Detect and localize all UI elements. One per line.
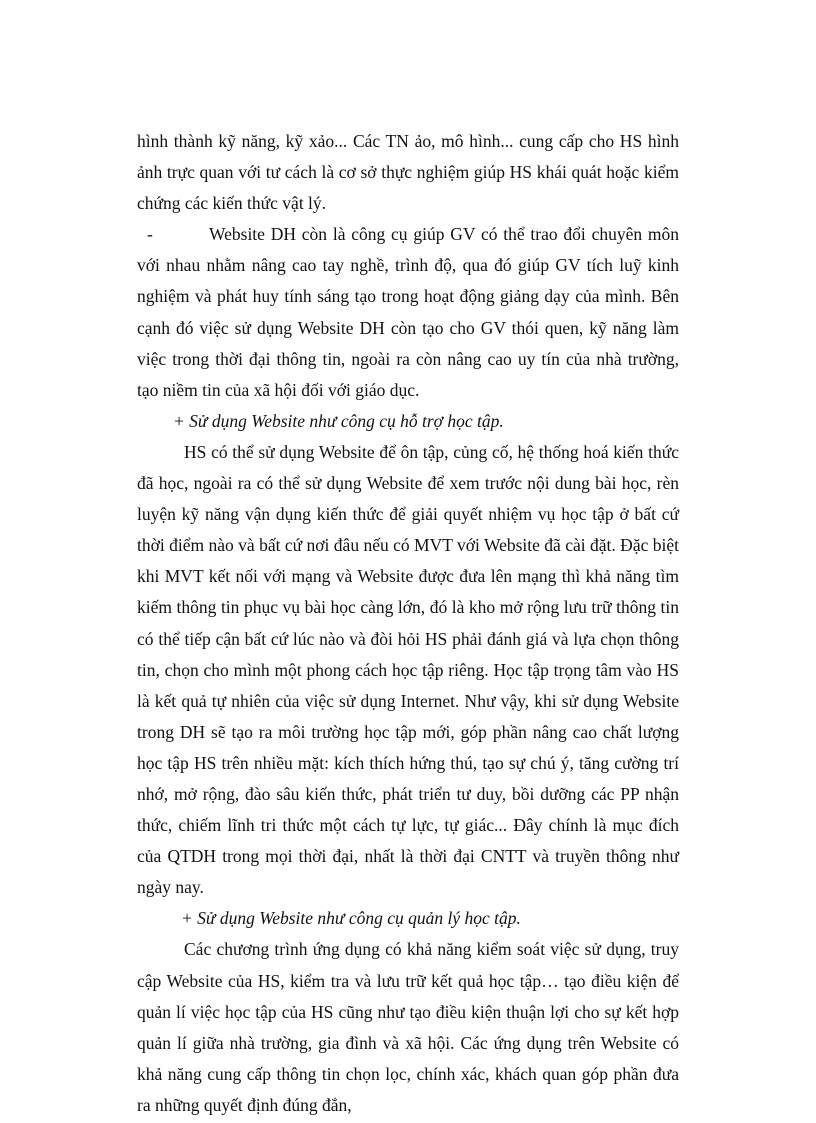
bullet-dash: -	[147, 224, 153, 245]
paragraph-learning-management: Các chương trình ứng dụng có khả năng kiểm soát việc sử dụng, truy cập Website của HS, kiểm tra và lưu trữ kết quả học tập… tạo điều kiện để quản lí việc học tập của HS cũng như tạo điều kiện thuận lợi cho sự kết hợp quản lí giữa nhà trường, gia đình và xã hội. Các ứng dụng trên Website có khả năng cung cấp thông tin chọn lọc, chính xác, khách quan góp phần đưa ra những quyết định đúng đắn,	[137, 939, 679, 1115]
bullet-paragraph	[137, 219, 679, 406]
document-body	[137, 126, 679, 1121]
section-heading-learning-support: + Sử dụng Website như công cụ hỗ trợ học tập.	[173, 410, 504, 431]
paragraph-continuation: hình thành kỹ năng, kỹ xảo... Các TN ảo, mô hình... cung cấp cho HS hình ảnh trực quan với tư cách là cơ sở thực nghiệm giúp HS khái quát hoặc kiểm chứng các kiến thức vật lý.	[137, 131, 679, 214]
bullet-paragraph-text: Website DH còn là công cụ giúp GV có thể trao đổi chuyên môn với nhau nhằm nâng cao tay nghề, trình độ, qua đó giúp GV tích luỹ kinh nghiệm và phát huy tính sáng tạo trong hoạt động giảng dạy của mình. Bên cạnh đó việc sử dụng Website DH còn tạo cho GV thói quen, kỹ năng làm việc trong thời đại thông tin, ngoài ra còn nâng cao uy tín của nhà trường, tạo niềm tin của xã hội đối với giáo dục.	[137, 224, 679, 400]
paragraph-learning-support: HS có thể sử dụng Website để ôn tập, củng cố, hệ thống hoá kiến thức đã học, ngoài ra có thể sử dụng Website để xem trước nội dung bài học, rèn luyện kỹ năng vận dụng kiến thức để giải quyết nhiệm vụ học tập ở bất cứ thời điểm nào và bất cứ nơi đâu nếu có MVT với Website đã cài đặt. Đặc biệt khi MVT kết nối với mạng và Website được đưa lên mạng thì khả năng tìm kiếm thông tin phục vụ bài học càng lớn, đó là kho mở rộng lưu trữ thông tin có thể tiếp cận bất cứ lúc nào và đòi hỏi HS phải đánh giá và lựa chọn thông tin, chọn cho mình một phong cách học tập riêng. Học tập trọng tâm vào HS là kết quả tự nhiên của việc sử dụng Internet. Như vậy, khi sử dụng Website trong DH sẽ tạo ra môi trường học tập mới, góp phần nâng cao chất lượng học tập HS trên nhiều mặt: kích thích hứng thú, tạo sự chú ý, tăng cường trí nhớ, mở rộng, đào sâu kiến thức, phát triển tư duy, bồi dưỡng các PP nhận thức, chiếm lĩnh tri thức một cách tự lực, tự giác... Đây chính là mục đích của QTDH trong mọi thời đại, nhất là thời đại CNTT và truyền thông như ngày nay.	[137, 441, 679, 898]
section-heading-learning-management: + Sử dụng Website như công cụ quản lý học tập.	[181, 908, 521, 929]
